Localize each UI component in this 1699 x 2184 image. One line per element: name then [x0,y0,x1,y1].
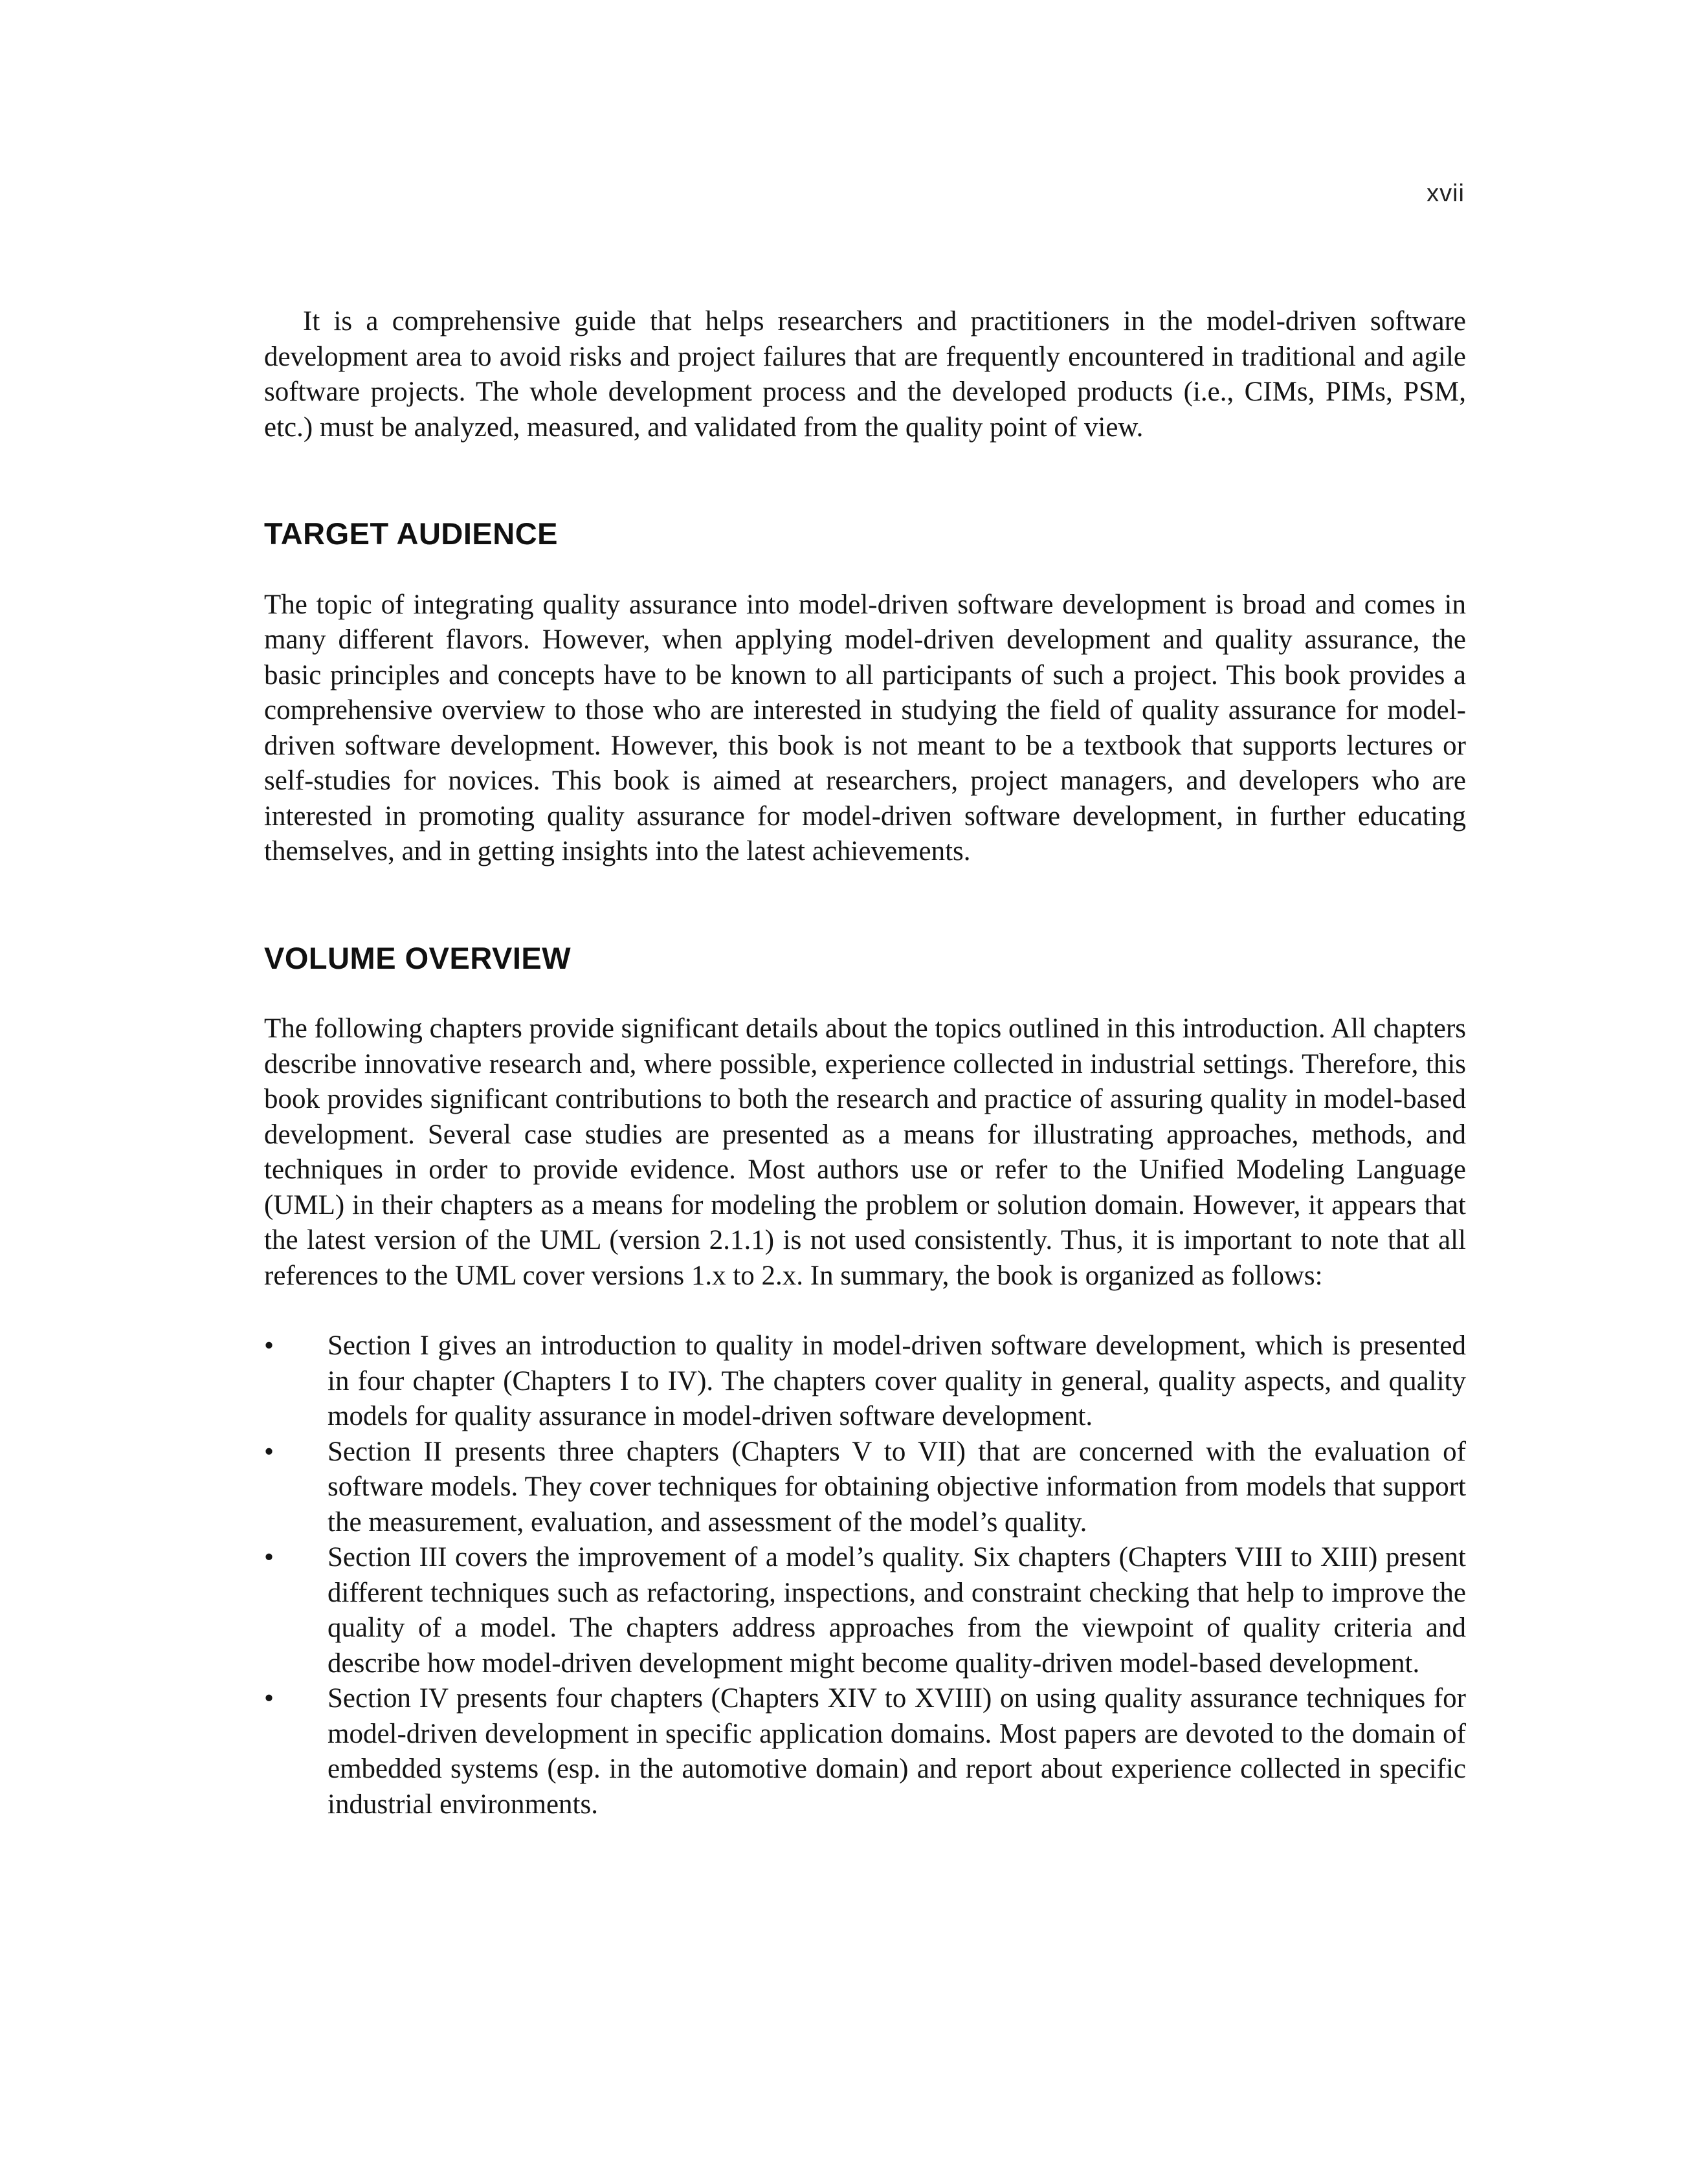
list-item-text: Section III covers the improvement of a model’s quality. Six chapters (Chapters VIII to XIII) present different techniques such as refactoring, inspections, and constraint checking that help to improve the quality of a model. The chapters address approaches from the viewpoint of quality criteria and describe how model-driven development might become quality-driven model-based development. [328,1542,1466,1679]
list-item-text: Section II presents three chapters (Chapters V to VII) that are concerned with the evaluation of software models. They cover techniques for obtaining objective information from models that support the measurement, evaluation, and assessment of the model’s quality. [328,1436,1466,1538]
volume-overview-heading: VOLUME OVERVIEW [264,940,572,975]
list-item-text: Section IV presents four chapters (Chapters XIV to XVIII) on using quality assurance techniques for model-driven development in specific application domains. Most papers are devoted to the domain of embedded systems (esp. in the automotive domain) and report about experience collected in specific industrial environments. [328,1683,1466,1820]
target-audience-paragraph: The topic of integrating quality assurance into model-driven software development is broad and comes in many different flavors. However, when applying model-driven development and quality assurance, the basic principles and concepts have to be known to all participants of such a project. This book provides a comprehensive overview to those who are interested in studying the field of quality assurance for model-driven software development. However, this book is not meant to be a textbook that supports lectures or self-studies for novices. This book is aimed at researchers, project managers, and developers who are interested in promoting quality assurance for model-driven software development, in further educating themselves, and in getting insights into the latest achievements. [264,589,1466,866]
list-item [264,1681,1466,1822]
bullet-icon: • [264,1683,274,1714]
list-item-text: Section I gives an introduction to quality in model-driven software development, which is presented in four chapter (Chapters I to IV). The chapters cover quality in general, quality aspects, and quality models for quality assurance in model-driven software development. [328,1330,1466,1431]
list-item [264,1435,1466,1541]
target-audience-heading: TARGET AUDIENCE [264,516,558,551]
intro-paragraph: It is a comprehensive guide that helps researchers and practitioners in the model-driven software development area to avoid risks and project failures that are frequently encountered in traditional and agile software projects. The whole development process and the developed products (i.e., CIMs, PIMs, PSM, etc.) must be analyzed, measured, and validated from the quality point of view. [264,306,1466,443]
page-number: xvii [1427,180,1465,207]
bullet-icon: • [264,1436,274,1467]
bullet-icon: • [264,1330,274,1361]
list-item [264,1329,1466,1435]
list-item [264,1540,1466,1681]
volume-overview-paragraph: The following chapters provide significant details about the topics outlined in this introduction. All chapters describe innovative research and, where possible, experience collected in industrial settings. Therefore, this book provides significant contributions to both the research and practice of assuring quality in model-based development. Several case studies are presented as a means for illustrating approaches, methods, and techniques in order to provide evidence. Most authors use or refer to the Unified Modeling Language (UML) in their chapters as a means for modeling the problem or solution domain. However, it appears that the latest version of the UML (version 2.1.1) is not used consistently. Thus, it is important to note that all references to the UML cover versions 1.x to 2.x. In summary, the book is organized as follows: [264,1013,1466,1291]
page-content [264,304,1466,1822]
section-list [264,1329,1466,1822]
bullet-icon: • [264,1542,274,1572]
